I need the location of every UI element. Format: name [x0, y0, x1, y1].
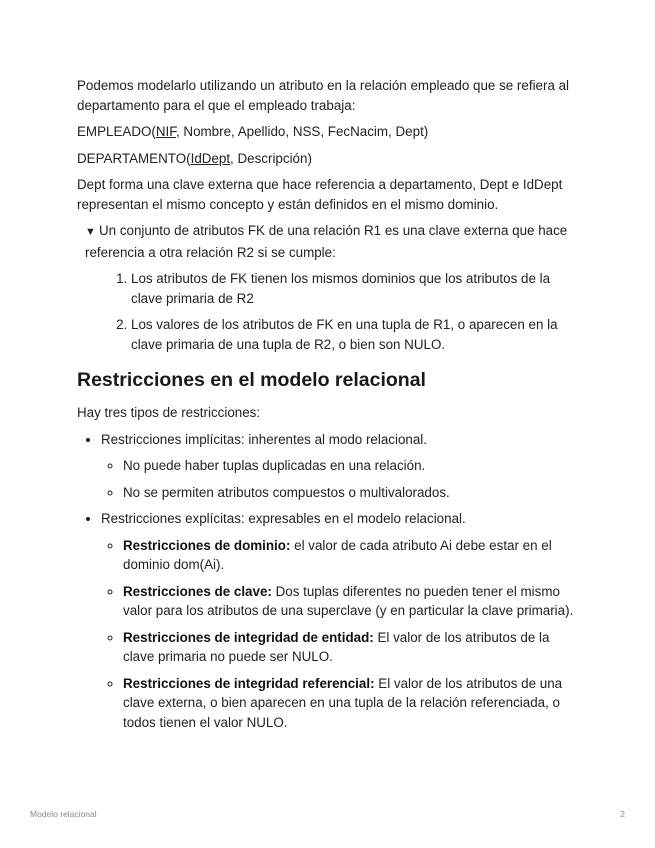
list-item [123, 536, 577, 575]
implicit-sublist [101, 456, 577, 502]
section-intro: Hay tres tipos de restricciones: [77, 405, 261, 420]
restriction-desc: Dos tuplas diferentes no pueden tener el mismo valor para los atributos de una superclave (y en particular la clave primaria). [123, 583, 574, 618]
restriction-desc: El valor de los atributos de la clave primaria no puede ser NULO. [123, 629, 550, 664]
restriction-term: Restricciones de integridad de entidad: [123, 629, 374, 645]
page-number: 2 [620, 809, 625, 819]
footer-title: Modelo relacional [30, 809, 97, 819]
fk-conditions-list [85, 269, 577, 354]
departamento-primary-key: IdDept [190, 150, 231, 166]
list-item [123, 582, 577, 621]
departamento-prefix: DEPARTAMENTO( [77, 150, 191, 166]
toggle-arrow-icon[interactable]: ▼ [85, 226, 96, 238]
restriction-term: Restricciones de integridad referencial: [123, 675, 375, 691]
list-item: ◦ No se permiten atributos compuestos o multivalorados. [123, 483, 577, 503]
explicit-sublist [101, 536, 577, 733]
toggle-text: Un conjunto de atributos FK de una relación R1 es una clave externa que hace referencia a otra relación R2 si se cumple: [85, 223, 568, 260]
list-item [123, 674, 577, 733]
page-content [77, 76, 577, 739]
restriction-desc: El valor de los atributos de una clave externa, o bien aparecen en una tupla de la relación referenciada, o todos tienen el valor NULO. [123, 675, 563, 730]
explicit-label: Restricciones explícitas: expresables en el modelo relacional. [101, 511, 466, 526]
restriction-term: Restricciones de clave: [123, 583, 272, 599]
section-heading: Restricciones en el modelo relacional [77, 369, 426, 391]
departamento-schema [77, 149, 577, 169]
explicit-restrictions-item [101, 509, 577, 732]
restriction-term: Restricciones de dominio: [123, 537, 291, 553]
implicit-restrictions-item [101, 430, 577, 503]
empleado-schema [77, 122, 577, 142]
restriction-desc: el valor de cada atributo Ai debe estar en el dominio dom(Ai). [123, 537, 552, 572]
implicit-label: Restricciones implícitas: inherentes al modo relacional. [101, 431, 427, 447]
list-item [123, 628, 577, 667]
foreign-key-note: Dept forma una clave externa que hace referencia a departamento, Dept e IdDept representan el mismo concepto y están definidos en el mismo dominio. [77, 177, 563, 212]
list-item: 1. Los atributos de FK tienen los mismos dominios que los atributos de la clave primaria de R2 [131, 269, 577, 308]
empleado-attributes: , Nombre, Apellido, NSS, FecNacim, Dept) [175, 124, 429, 139]
empleado-primary-key: NIF [155, 124, 176, 139]
list-item: 2. Los valores de los atributos de FK en una tupla de R1, o aparecen en la clave primaria de una tupla de R2, o bien son NULO. [131, 315, 577, 354]
departamento-attributes: , Descripción) [230, 150, 312, 166]
foreign-key-toggle[interactable] [77, 221, 577, 354]
restriction-types-list [77, 430, 577, 733]
intro-paragraph: Podemos modelarlo utilizando un atributo en la relación empleado que se refiera al departamento para el que el empleado trabaja: [77, 78, 570, 113]
list-item: ◦ No puede haber tuplas duplicadas en una relación. [123, 456, 577, 476]
empleado-prefix: EMPLEADO( [77, 124, 156, 139]
